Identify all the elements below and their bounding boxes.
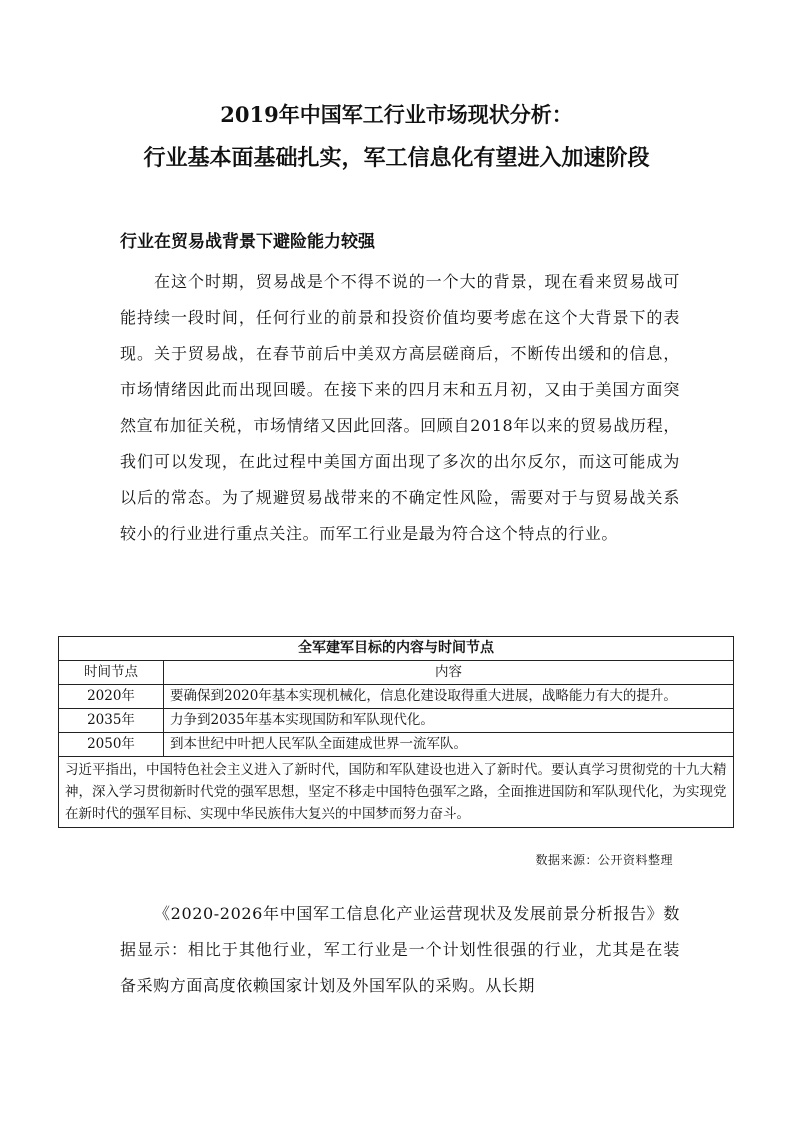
title-line-1: 2019年中国军工行业市场现状分析： — [220, 102, 573, 127]
table-caption-row — [59, 637, 734, 661]
paragraph-trade-war: 在这个时期，贸易战是个不得不说的一个大的背景，现在看来贸易战可能持续一段时间，任何行业的前景和投资价值均要考虑在这个大背景下的表现。关于贸易战，在春节前后中美双方高层磋商后，不断传出缓和的信息，市场情绪因此而出现回暖。在接下来的四月末和五月初，又由于美国方面突然宣布加征关税，市场情绪又因此回落。回顾自2018年以来的贸易战历程，我们可以发现，在此过程中美国方面出现了多次的出尔反尔，而这可能成为以后的常态。为了规避贸易战带来的不确定性风险，需要对于与贸易战关系较小的行业进行重点关注。而军工行业是最为符合这个特点的行业。 — [120, 272, 680, 543]
title-line-2: 行业基本面基础扎实，军工信息化有望进入加速阶段 — [143, 145, 650, 171]
goals-table-container — [58, 636, 734, 828]
table-note-row — [59, 757, 734, 828]
row-content-cell: 力争到2035年基本实现国防和军队现代化。 — [164, 709, 734, 733]
table-caption: 全军建军目标的内容与时间节点 — [59, 637, 734, 661]
table-note: 习近平指出，中国特色社会主义进入了新时代，国防和军队建设也进入了新时代。要认真学习贯彻党的十九大精神，深入学习贯彻新时代党的强军思想，坚定不移走中国特色强军之路，全面推进国防和军队现代化，为实现党在新时代的强军目标、实现中华民族伟大复兴的中国梦而努力奋斗。 — [59, 757, 734, 828]
section-heading: 行业在贸易战背景下避险能力较强 — [120, 232, 375, 252]
row-time-cell: 2050年 — [59, 733, 164, 757]
row-content-cell: 到本世纪中叶把人民军队全面建成世界一流军队。 — [164, 733, 734, 757]
table-header-row — [59, 661, 734, 685]
table-row — [59, 709, 734, 733]
row-time-cell: 2020年 — [59, 685, 164, 709]
column-header-time: 时间节点 — [59, 661, 164, 685]
row-content-cell: 要确保到2020年基本实现机械化，信息化建设取得重大进展，战略能力有大的提升。 — [164, 685, 734, 709]
table-row — [59, 685, 734, 709]
data-source-note: 数据来源：公开资料整理 — [535, 853, 673, 867]
row-time-cell: 2035年 — [59, 709, 164, 733]
paragraph-report: 《2020-2026年中国军工信息化产业运营现状及发展前景分析报告》数据显示：相比于其他行业，军工行业是一个计划性很强的行业，尤其是在装备采购方面高度依赖国家计划及外国军队的采购。从长期 — [120, 904, 680, 995]
table-row — [59, 733, 734, 757]
goals-table — [58, 636, 734, 828]
column-header-content: 内容 — [164, 661, 734, 685]
